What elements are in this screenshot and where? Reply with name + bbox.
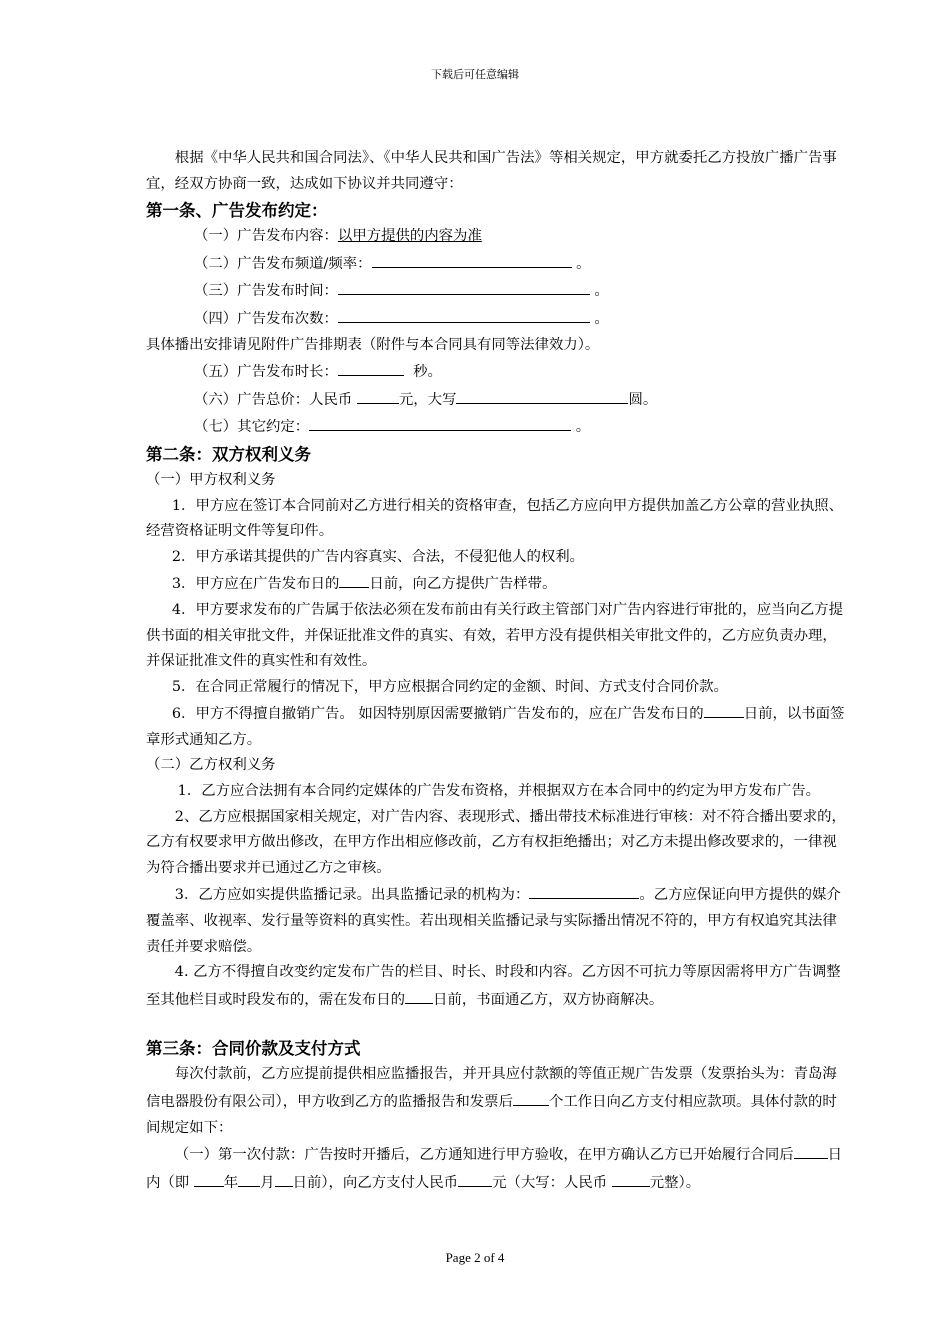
s1-item-6: （六）广告总价：人民币 元，大写 圆。 (146, 386, 851, 414)
blank-line (372, 250, 572, 268)
s1-item-7: （七）其它约定： 。 (146, 413, 851, 441)
blank-line (338, 305, 590, 323)
document-body (146, 146, 851, 1196)
blank-line (339, 570, 369, 588)
blank-line (357, 386, 399, 404)
s2-subheading-party-a: （一）甲方权利义务 (146, 471, 276, 488)
s1-item-2: （二）广告发布频道/频率： 。 (146, 250, 851, 278)
blank-line (309, 413, 571, 431)
blank-line (794, 1141, 828, 1159)
blank-line (456, 386, 628, 404)
section-3-title: 第三条：合同价款及支付方式 (146, 1039, 361, 1059)
s2-b-clause-3: 3．乙方应如实提供监播记录。出具监播记录的机构为： 。乙方应保证向甲方提供的媒介覆盖率、收视率、发行量等资料的真实性。若出现相关监播记录与实际播出情况不符的，甲方有权追究其法律责任并要求赔偿。 (146, 881, 851, 960)
s2-a-clause-5: 5．在合同正常履行的情况下，甲方应根据合同约定的金额、时间、方式支付合同价款。 (171, 678, 728, 695)
s2-a-clause-6: 6．甲方不得擅自撤销广告。 如因特别原因需要撤销广告发布的，应在广告发布日的 日前，以书面签章形式通知乙方。 (146, 700, 851, 753)
s1-item-1: （一）广告发布内容：以甲方提供的内容为准 (194, 228, 482, 245)
s1-item-1-value: 以甲方提供的内容为准 (337, 228, 482, 245)
blank-line (704, 700, 744, 718)
blank-line (338, 358, 404, 376)
s2-a-clause-1: 1．甲方应在签订本合同前对乙方进行相关的资格审查，包括乙方应向甲方提供加盖乙方公章的营业执照、经营资格证明文件等复印件。 (146, 497, 844, 540)
section-2-title: 第二条：双方权利义务 (146, 444, 311, 464)
s1-item-4: （四）广告发布次数： 。 (146, 305, 851, 333)
section-gap (146, 1013, 851, 1035)
s2-subheading-party-b: （二）乙方权利义务 (146, 757, 276, 774)
page-header: 下载后可任意编辑 (431, 68, 519, 81)
s2-b-clause-4: 4. 乙方不得擅自改变约定发布广告的栏目、时长、时段和内容。乙方因不可抗力等原因需将甲方广告调整至其他栏目或时段发布的，需在发布日的 日前，书面通乙方，双方协商解决。 (146, 964, 841, 1008)
s1-item-5: （五）广告发布时长： 秒。 (146, 358, 851, 386)
s1-item-3: （三）广告发布时间： 。 (146, 277, 851, 305)
blank-line (238, 1169, 260, 1187)
blank-line (194, 1169, 224, 1187)
page-footer: Page 2 of 4 (445, 1250, 505, 1265)
s2-a-clause-2: 2．甲方承诺其提供的广告内容真实、合法，不侵犯他人的权利。 (171, 548, 585, 565)
intro-paragraph: 根据《中华人民共和国合同法》、《中华人民共和国广告法》等相关规定，甲方就委托乙方投放广播广告事宜，经双方协商一致，达成如下协议并共同遵守： (146, 150, 837, 192)
s3-first-payment: （一）第一次付款：广告按时开播后，乙方通知进行甲方验收，在甲方确认乙方已开始履行合同后 日内（即 年 月 日前），向乙方支付人民币 元（大写：人民币 元整）。 (146, 1141, 851, 1196)
s3-paragraph-1: 每次付款前，乙方应提前提供相应监播报告，并开具应付款额的等值正规广告发票（发票抬头为：青岛海信电器股份有限公司），甲方收到乙方的监播报告和发票后 个工作日向乙方支付相应款项。具体付款的时间规定如下： (146, 1066, 837, 1136)
blank-line (338, 277, 590, 295)
blank-line (458, 1169, 492, 1187)
blank-line (405, 986, 433, 1004)
s2-a-clause-3: 3．甲方应在广告发布日的 日前，向乙方提供广告样带。 (146, 570, 851, 598)
blank-line (513, 1088, 549, 1106)
s1-schedule-note: 具体播出安排请见附件广告排期表（附件与本合同具有同等法律效力）。 (146, 336, 600, 353)
s2-b-clause-1: 1．乙方应合法拥有本合同约定媒体的广告发布资格，并根据双方在本合同中的约定为甲方发布广告。 (177, 783, 821, 800)
blank-line (275, 1169, 293, 1187)
blank-line (612, 1169, 650, 1187)
s2-b-clause-2: 2、乙方应根据国家相关规定，对广告内容、表现形式、播出带技术标准进行审核：对不符合播出要求的，乙方有权要求甲方做出修改，在甲方作出相应修改前，乙方有权拒绝播出；对乙方未提出修改要求的，一律视为符合播出要求并已通过乙方之审核。 (146, 808, 846, 876)
s2-a-clause-4: 4．甲方要求发布的广告属于依法必须在发布前由有关行政主管部门对广告内容进行审批的，应当向乙方提供书面的相关审批文件，并保证批准文件的真实、有效，若甲方没有提供相关审批文件的，乙方应负责办理，并保证批准文件的真实性和有效性。 (146, 601, 844, 670)
blank-line (529, 881, 639, 899)
section-1-title: 第一条、广告发布约定： (146, 201, 328, 221)
